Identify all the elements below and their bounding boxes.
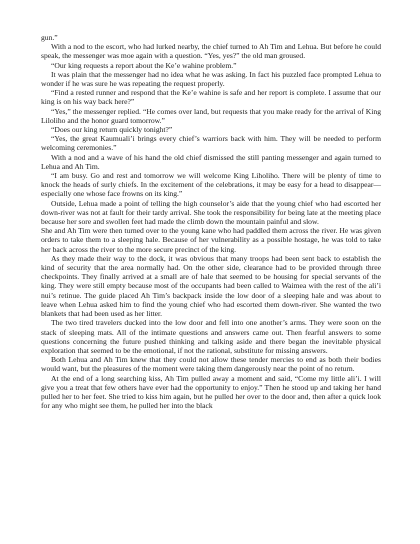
paragraph: Outside, Lehua made a point of telling the high counselor’s aide that the young chief who had escorted her down-river was not at fault for their tardy arrival. She took the responsibility for being late at the meeting place because her sore and swollen feet had made the climb down the mountain painful and slow. xyxy=(41,198,381,227)
paragraph: At the end of a long searching kiss, Ah Tim pulled away a moment and said, “Come my little ali’i. I will give you a treat that few others have ever had the opportunity to enjoy.” Then he stood up and taking her hand pulled her to her feet. She tried to kiss him again, but he pulled her over to the door and, then after a quick look for any who might see them, he pulled her into the black xyxy=(41,373,381,411)
paragraph: “Yes,” the messenger replied. “He comes over land, but requests that you make ready for the arrival of King Liloliho and the honor guard tomorrow.” xyxy=(41,106,381,125)
paragraph: “Does our king return quickly tonight?” xyxy=(51,125,173,135)
paragraph: As they made their way to the dock, it was obvious that many troops had been sent back to establish the kind of security that the area normally had. On the other side, clearance had to be provided through three checkpoints. They finally arrived at a small are of hale that seemed to be housing for special servants of the king. They were still empty because most of the occupants had been called to Waimea with the rest of the ali’i nui’s retinue. The guide placed Ah Tim’s backpack inside the low door of a sleeping hale and was about to leave when Lehua asked him to find the young chief who had escorted them down-river. She wanted the two blankets that had been used as her litter. xyxy=(41,253,381,319)
paragraph: She and Ah Tim were then turned over to the young kane who had paddled them across the river. He was given orders to take them to a sleeping hale. Because of her vulnerability as a possible hostage, he was told to take her back across the river to the more secure precinct of the king. xyxy=(41,226,381,254)
document-page xyxy=(41,33,381,410)
paragraph: The two tired travelers ducked into the low door and fell into one another’s arms. They were soon on the stack of sleeping mats. All of the intimate questions and answers came out. Then fearful answers to some questions concerning the future pushed thinking and talking aside and there began the inevitable physical exploration that seemed to be the emotional, if not the rational, substitute for missing answers. xyxy=(41,318,381,355)
paragraph: “Our king requests a report about the Ke’e wahine problem.” xyxy=(51,60,237,70)
paragraph: “Find a rested runner and respond that the Ke’e wahine is safe and her report is complete. I assume that our king is on his way back here?” xyxy=(41,88,381,107)
paragraph: Both Lehua and Ah Tim knew that they could not allow these tender mercies to end as both their bodies would want, but the pleasures of the moment were taking them dangerously near the point of no return. xyxy=(41,355,381,374)
paragraph: gun.” xyxy=(41,33,58,42)
paragraph: It was plain that the messenger had no idea what he was asking. In fact his puzzled face prompted Lehua to wonder if he was sure he was repeating the request properly. xyxy=(41,69,381,89)
paragraph: “I am busy. Go and rest and tomorrow we will welcome King Liholiho. There will be plenty of time to knock the heads of surly chiefs. In the excitement of the celebrations, it may be easy for a head to disappear—especially one whose face frowns on its king.” xyxy=(41,171,381,199)
paragraph: With a nod and a wave of his hand the old chief dismissed the still panting messenger and again turned to Lehua and Ah Tim. xyxy=(41,152,381,171)
paragraph: “Yes, the great Kaumuali’i brings every chief’s warriors back with him. They will be needed to perform welcoming ceremonies.” xyxy=(41,134,381,153)
paragraph: With a nod to the escort, who had lurked nearby, the chief turned to Ah Tim and Lehua. But before he could speak, the messenger was moe again with a question. “Yes, yes?” the old man groused. xyxy=(41,42,381,61)
